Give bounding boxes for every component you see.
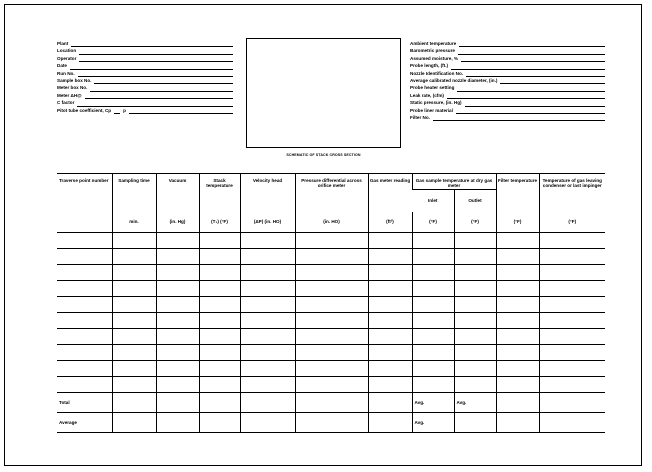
table-cell[interactable] — [496, 232, 539, 248]
field-blank-line[interactable] — [456, 108, 605, 114]
table-cell[interactable] — [412, 360, 454, 376]
table-cell[interactable] — [454, 344, 496, 360]
table-cell[interactable] — [156, 344, 199, 360]
table-cell[interactable] — [412, 280, 454, 296]
table-cell[interactable] — [295, 280, 368, 296]
unit-stack-temperature: (T₁) (°F) — [199, 212, 240, 233]
field-label: C factor — [57, 100, 75, 106]
table-cell[interactable] — [454, 312, 496, 328]
left-fields-row — [57, 55, 233, 62]
table-cell[interactable] — [156, 296, 199, 312]
table-cell[interactable] — [295, 296, 368, 312]
table-cell[interactable] — [112, 328, 156, 344]
left-fields-row — [57, 70, 233, 77]
average-cell[interactable] — [240, 412, 295, 432]
table-cell[interactable] — [199, 376, 240, 392]
table-cell[interactable] — [539, 376, 605, 392]
table-cell[interactable] — [156, 232, 199, 248]
field-sub-label: p — [123, 107, 126, 113]
table-cell[interactable] — [454, 232, 496, 248]
col-gas-meter-reading: Gas meter reading — [368, 174, 412, 212]
total-cell[interactable] — [539, 392, 605, 412]
average-cell[interactable] — [368, 412, 412, 432]
table-cell[interactable] — [112, 360, 156, 376]
field-blank-line[interactable] — [461, 56, 605, 62]
field-blank-line[interactable] — [85, 93, 233, 99]
table-cell[interactable] — [295, 376, 368, 392]
right-fields-row — [410, 40, 605, 47]
right-fields-row — [410, 55, 605, 62]
field-blank-line[interactable] — [500, 78, 605, 84]
field-label: Operator — [57, 55, 77, 61]
total-cell[interactable] — [199, 392, 240, 412]
col-vacuum: Vacuum — [156, 174, 199, 212]
table-cell[interactable] — [496, 296, 539, 312]
table-cell[interactable] — [295, 248, 368, 264]
stack-cross-section-caption: SCHEMATIC OF STACK CROSS SECTION — [286, 153, 361, 157]
field-label: Location — [57, 48, 77, 54]
table-cell[interactable] — [156, 328, 199, 344]
field-blank-line[interactable] — [90, 86, 233, 92]
total-cell[interactable] — [240, 392, 295, 412]
table-cell[interactable] — [199, 296, 240, 312]
table-cell[interactable] — [57, 376, 112, 392]
left-fields-row — [57, 77, 233, 84]
table-cell[interactable] — [156, 248, 199, 264]
col-outlet: Outlet — [454, 189, 496, 212]
left-fields-row — [57, 99, 233, 106]
table-cell[interactable] — [112, 312, 156, 328]
table-cell[interactable] — [112, 344, 156, 360]
field-blank-line[interactable] — [458, 49, 605, 55]
table-cell[interactable] — [295, 232, 368, 248]
table-cell[interactable] — [112, 264, 156, 280]
table-cell[interactable] — [368, 360, 412, 376]
unit-pressure-differential: (in. HO) — [295, 212, 368, 233]
table-row — [57, 296, 605, 312]
unit-velocity-head: (ΔP) (in. HO) — [240, 212, 295, 233]
right-fields-row — [410, 70, 605, 77]
table-row — [57, 328, 605, 344]
table-cell[interactable] — [539, 328, 605, 344]
table-cell[interactable] — [156, 312, 199, 328]
table-cell[interactable] — [454, 328, 496, 344]
table-cell[interactable] — [412, 312, 454, 328]
field-label: Meter box No. — [57, 85, 88, 91]
field-blank-line[interactable] — [433, 115, 605, 121]
table-cell[interactable] — [539, 232, 605, 248]
table-cell[interactable] — [199, 360, 240, 376]
table-cell[interactable] — [199, 312, 240, 328]
field-label: Sample box No. — [57, 77, 92, 83]
field-label: Static pressure, (in. Hg) — [410, 100, 462, 106]
table-cell[interactable] — [199, 264, 240, 280]
field-blank-line[interactable] — [79, 49, 233, 55]
field-label: Barometric pressure — [410, 48, 455, 54]
table-cell[interactable] — [57, 248, 112, 264]
table-cell[interactable] — [454, 248, 496, 264]
table-cell[interactable] — [412, 376, 454, 392]
field-label: Pitot tube coefficient, Cp — [57, 107, 112, 113]
total-cell[interactable] — [496, 392, 539, 412]
left-fields-row — [57, 92, 233, 99]
average-cell[interactable] — [156, 412, 199, 432]
right-fields-row — [410, 114, 605, 121]
field-label: Average calibrated nozzle diameter, (in.) — [410, 77, 498, 83]
table-row — [57, 248, 605, 264]
field-blank-line[interactable] — [457, 86, 605, 92]
table-row — [57, 264, 605, 280]
field-label: Probe length, (ft.) — [410, 63, 449, 69]
table-cell[interactable] — [240, 232, 295, 248]
field-label: Leak rate, (cfm) — [410, 92, 444, 98]
average-cell[interactable] — [112, 412, 156, 432]
col-stack-temperature: Stack temperature — [199, 174, 240, 212]
right-fields-row — [410, 77, 605, 84]
average-cell[interactable] — [454, 412, 496, 432]
field-blank-line[interactable] — [451, 64, 605, 70]
table-cell[interactable] — [412, 296, 454, 312]
table-cell[interactable] — [199, 344, 240, 360]
unit-condenser-temperature: (°F) — [539, 212, 605, 233]
unit-gas-meter-reading: (ft³) — [368, 212, 412, 233]
table-cell[interactable] — [156, 360, 199, 376]
field-label: Filter No. — [410, 114, 430, 120]
table-cell[interactable] — [57, 360, 112, 376]
field-blank-line[interactable] — [129, 108, 233, 114]
field-label: Probe heater setting — [410, 85, 455, 91]
average-cell[interactable] — [199, 412, 240, 432]
table-cell[interactable] — [240, 248, 295, 264]
field-blank-line[interactable] — [447, 93, 605, 99]
table-cell[interactable] — [368, 344, 412, 360]
total-cell[interactable] — [112, 392, 156, 412]
table-cell[interactable] — [539, 296, 605, 312]
table-cell[interactable] — [57, 344, 112, 360]
field-label: Ambient temperature — [410, 40, 457, 46]
table-cell[interactable] — [412, 344, 454, 360]
table-cell[interactable] — [454, 264, 496, 280]
col-gas-sample-temperature: Gas sample temperature at dry gas meter — [412, 174, 496, 190]
table-cell[interactable] — [240, 376, 295, 392]
table-cell[interactable] — [199, 280, 240, 296]
field-blank-line[interactable] — [70, 64, 233, 70]
unit-inlet: (°F) — [412, 212, 454, 233]
total-outlet-avg-label: Avg. — [454, 392, 496, 412]
table-cell[interactable] — [240, 264, 295, 280]
right-fields-row — [410, 47, 605, 54]
table-cell[interactable] — [156, 280, 199, 296]
left-fields-row — [57, 84, 233, 91]
left-fields-row — [57, 40, 233, 47]
table-cell[interactable] — [156, 376, 199, 392]
total-label: Total — [57, 392, 112, 412]
left-field-group — [57, 40, 233, 114]
table-cell[interactable] — [454, 360, 496, 376]
table-row — [57, 312, 605, 328]
total-inlet-avg-label: Avg. — [412, 392, 454, 412]
table-cell[interactable] — [496, 376, 539, 392]
table-cell[interactable] — [199, 328, 240, 344]
field-label: Assumed moisture, % — [410, 55, 458, 61]
col-inlet: Inlet — [412, 189, 454, 212]
col-filter-temperature: Filter temperature — [496, 174, 539, 212]
table-cell[interactable] — [156, 264, 199, 280]
table-cell[interactable] — [57, 232, 112, 248]
average-cell[interactable] — [295, 412, 368, 432]
table-cell[interactable] — [112, 280, 156, 296]
col-traverse-point: Traverse point number — [57, 174, 112, 212]
field-label: Run No. — [57, 70, 75, 76]
table-cell[interactable] — [295, 264, 368, 280]
table-row — [57, 232, 605, 248]
table-cell[interactable] — [240, 344, 295, 360]
unit-outlet: (°F) — [454, 212, 496, 233]
table-cell[interactable] — [412, 248, 454, 264]
table-cell[interactable] — [496, 312, 539, 328]
table-row — [57, 360, 605, 376]
col-sampling-time: Sampling time — [112, 174, 156, 212]
table-cell[interactable] — [496, 360, 539, 376]
table-row — [57, 280, 605, 296]
table-cell[interactable] — [57, 280, 112, 296]
table-cell[interactable] — [112, 376, 156, 392]
field-label: Date — [57, 63, 67, 69]
field-blank-line[interactable] — [465, 101, 605, 107]
table-cell[interactable] — [368, 312, 412, 328]
table-cell[interactable] — [368, 280, 412, 296]
table-cell[interactable] — [57, 296, 112, 312]
right-fields-row — [410, 99, 605, 106]
table-cell[interactable] — [412, 232, 454, 248]
field-blank-line[interactable] — [94, 78, 233, 84]
right-fields-row — [410, 62, 605, 69]
table-cell[interactable] — [295, 360, 368, 376]
field-label: Meter ΔH@ — [57, 92, 82, 98]
table-cell[interactable] — [295, 344, 368, 360]
field-blank-line[interactable] — [459, 41, 605, 47]
table-cell[interactable] — [112, 248, 156, 264]
right-fields-row — [410, 107, 605, 114]
table-cell[interactable] — [199, 248, 240, 264]
unit-filter-temperature: (°F) — [496, 212, 539, 233]
table-cell[interactable] — [496, 264, 539, 280]
total-cell[interactable] — [295, 392, 368, 412]
table-cell[interactable] — [295, 312, 368, 328]
table-cell[interactable] — [539, 264, 605, 280]
col-condenser-temperature: Temperature of gas leaving condenser or last impinger — [539, 174, 605, 212]
stack-cross-section-box — [246, 38, 401, 148]
table-cell[interactable] — [368, 328, 412, 344]
field-blank-line[interactable] — [114, 108, 120, 114]
table-cell[interactable] — [368, 232, 412, 248]
average-inlet-avg-label: Avg. — [412, 412, 454, 432]
average-cell[interactable] — [539, 412, 605, 432]
average-cell[interactable] — [496, 412, 539, 432]
data-table — [57, 173, 605, 433]
table-cell[interactable] — [539, 360, 605, 376]
table-cell[interactable] — [368, 264, 412, 280]
total-cell[interactable] — [156, 392, 199, 412]
right-fields-row — [410, 84, 605, 91]
table-cell[interactable] — [496, 344, 539, 360]
table-cell[interactable] — [240, 328, 295, 344]
table-cell[interactable] — [539, 344, 605, 360]
unit-vacuum: (in. Hg) — [156, 212, 199, 233]
table-cell[interactable] — [454, 376, 496, 392]
table-cell[interactable] — [412, 264, 454, 280]
right-field-group — [410, 40, 605, 121]
table-cell[interactable] — [240, 296, 295, 312]
table-cell[interactable] — [57, 264, 112, 280]
table-cell[interactable] — [454, 280, 496, 296]
field-label: Probe liner material — [410, 107, 453, 113]
field-label: Plant — [57, 40, 69, 46]
table-cell[interactable] — [496, 328, 539, 344]
table-cell[interactable] — [454, 296, 496, 312]
table-cell[interactable] — [199, 232, 240, 248]
total-cell[interactable] — [368, 392, 412, 412]
field-blank-line[interactable] — [78, 71, 233, 77]
col-pressure-differential: Pressure differential across orifice meter — [295, 174, 368, 212]
unit-traverse — [57, 212, 112, 233]
field-blank-line[interactable] — [71, 41, 233, 47]
right-fields-row — [410, 92, 605, 99]
field-blank-line[interactable] — [79, 56, 233, 62]
unit-sampling-time: min. — [112, 212, 156, 233]
table-cell[interactable] — [539, 280, 605, 296]
table-cell[interactable] — [57, 328, 112, 344]
table-cell[interactable] — [368, 376, 412, 392]
table-cell[interactable] — [496, 280, 539, 296]
table-cell[interactable] — [240, 312, 295, 328]
table-cell[interactable] — [412, 328, 454, 344]
table-row — [57, 344, 605, 360]
col-velocity-head: Velocity head — [240, 174, 295, 212]
table-cell[interactable] — [368, 248, 412, 264]
table-cell[interactable] — [112, 296, 156, 312]
table-cell[interactable] — [240, 360, 295, 376]
table-cell[interactable] — [112, 232, 156, 248]
table-row — [57, 376, 605, 392]
table-cell[interactable] — [539, 312, 605, 328]
table-cell[interactable] — [368, 296, 412, 312]
table-cell[interactable] — [496, 248, 539, 264]
field-label: Nozzle Identification No. — [410, 70, 464, 76]
left-fields-row — [57, 107, 233, 114]
table-cell[interactable] — [240, 280, 295, 296]
average-label: Average — [57, 412, 112, 432]
table-cell[interactable] — [539, 248, 605, 264]
table-cell[interactable] — [57, 312, 112, 328]
table-cell[interactable] — [295, 328, 368, 344]
left-fields-row — [57, 47, 233, 54]
sampling-data-sheet — [4, 4, 642, 466]
left-fields-row — [57, 62, 233, 69]
